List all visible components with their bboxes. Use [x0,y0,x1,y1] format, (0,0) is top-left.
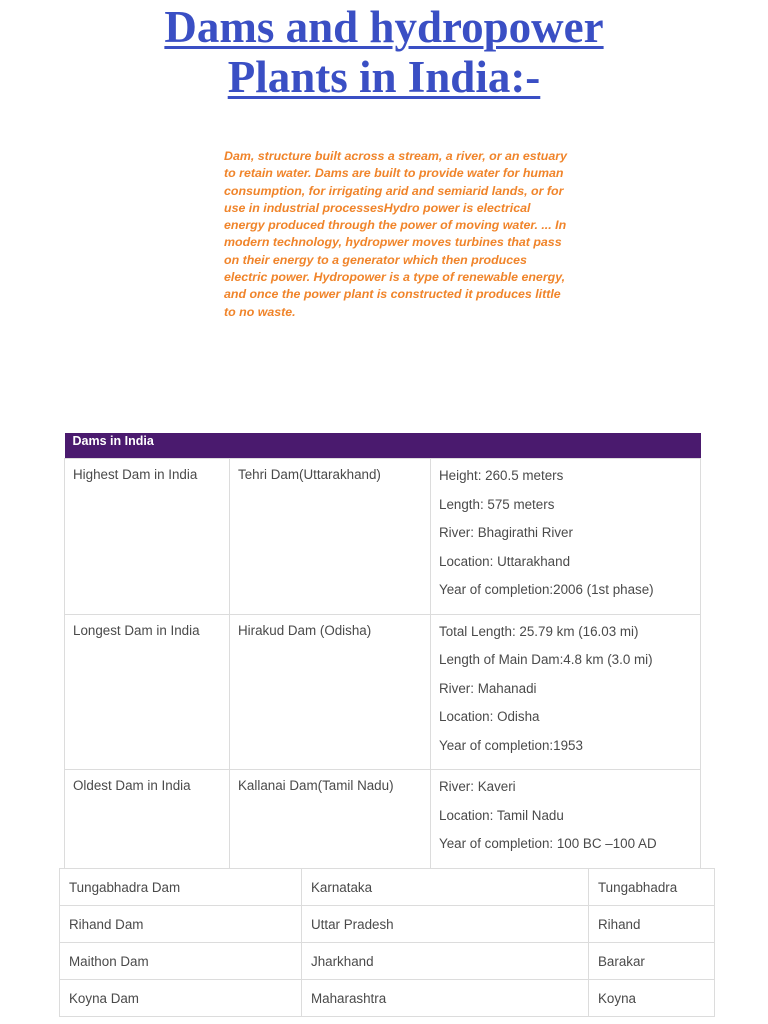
category-cell: Highest Dam in India [65,459,230,615]
category-cell: Longest Dam in India [65,614,230,770]
table-header: Dams in India [65,433,701,459]
dam-name-cell: Rihand Dam [60,906,302,943]
title-line-2: Plants in India:- [227,52,541,102]
state-cell: Maharashtra [302,980,589,1017]
details-cell [431,614,701,770]
river-cell: Rihand [589,906,715,943]
detail-line: Location: Odisha [439,709,540,724]
detail-line: Location: Tamil Nadu [439,807,564,823]
dams-in-india-table [64,433,701,869]
dam-state-river-table [59,868,715,1017]
details-cell [431,459,701,615]
state-cell: Karnataka [302,869,589,906]
dam-name-cell: Maithon Dam [60,943,302,980]
category-cell: Oldest Dam in India [65,770,230,869]
table-row [60,980,715,1017]
table-row [65,459,701,615]
detail-line: Total Length: 25.79 km (16.03 mi) [439,623,639,639]
table-row [65,614,701,770]
table-row [60,943,715,980]
dam-name-cell: Kallanai Dam(Tamil Nadu) [230,770,431,869]
river-cell: Koyna [589,980,715,1017]
table-row [60,869,715,906]
detail-line: Year of completion:2006 (1st phase) [439,582,654,597]
detail-line: Height: 260.5 meters [439,468,564,483]
title-line-1: Dams and hydropower [164,2,604,52]
dam-name-cell: Tungabhadra Dam [60,869,302,906]
table-row [65,770,701,869]
detail-line: River: Mahanadi [439,680,537,696]
detail-line: River: Kaveri [439,779,516,794]
table-header-row [65,433,701,459]
detail-line: Length: 575 meters [439,496,555,512]
detail-line: Location: Uttarakhand [439,553,571,569]
state-cell: Jharkhand [302,943,589,980]
dam-name-cell: Tehri Dam(Uttarakhand) [230,459,431,615]
river-cell: Barakar [589,943,715,980]
river-cell: Tungabhadra [589,869,715,906]
detail-line: Length of Main Dam:4.8 km (3.0 mi) [439,652,653,667]
detail-line: River: Bhagirathi River [439,525,573,540]
table-row [60,906,715,943]
details-cell [431,770,701,869]
page-title [0,2,768,102]
dam-name-cell: Koyna Dam [60,980,302,1017]
detail-line: Year of completion: 100 BC –100 AD [439,836,657,851]
state-cell: Uttar Pradesh [302,906,589,943]
intro-paragraph: Dam, structure built across a stream, a river, or an estuary to retain water. Dams are built to provide water for human consumption, for irrigating arid and semiarid lands, or for use in industrial processesHydro power is electrical energy produced through the power of moving water. ... In modern technology, hydropwer moves turbines that pass on their energy to a generator which then produces electric power. Hydropower is a type of renewable energy, and once the power plant is constructed it produces little to no waste. [224,149,567,319]
dam-name-cell: Hirakud Dam (Odisha) [230,614,431,770]
detail-line: Year of completion:1953 [439,737,583,753]
